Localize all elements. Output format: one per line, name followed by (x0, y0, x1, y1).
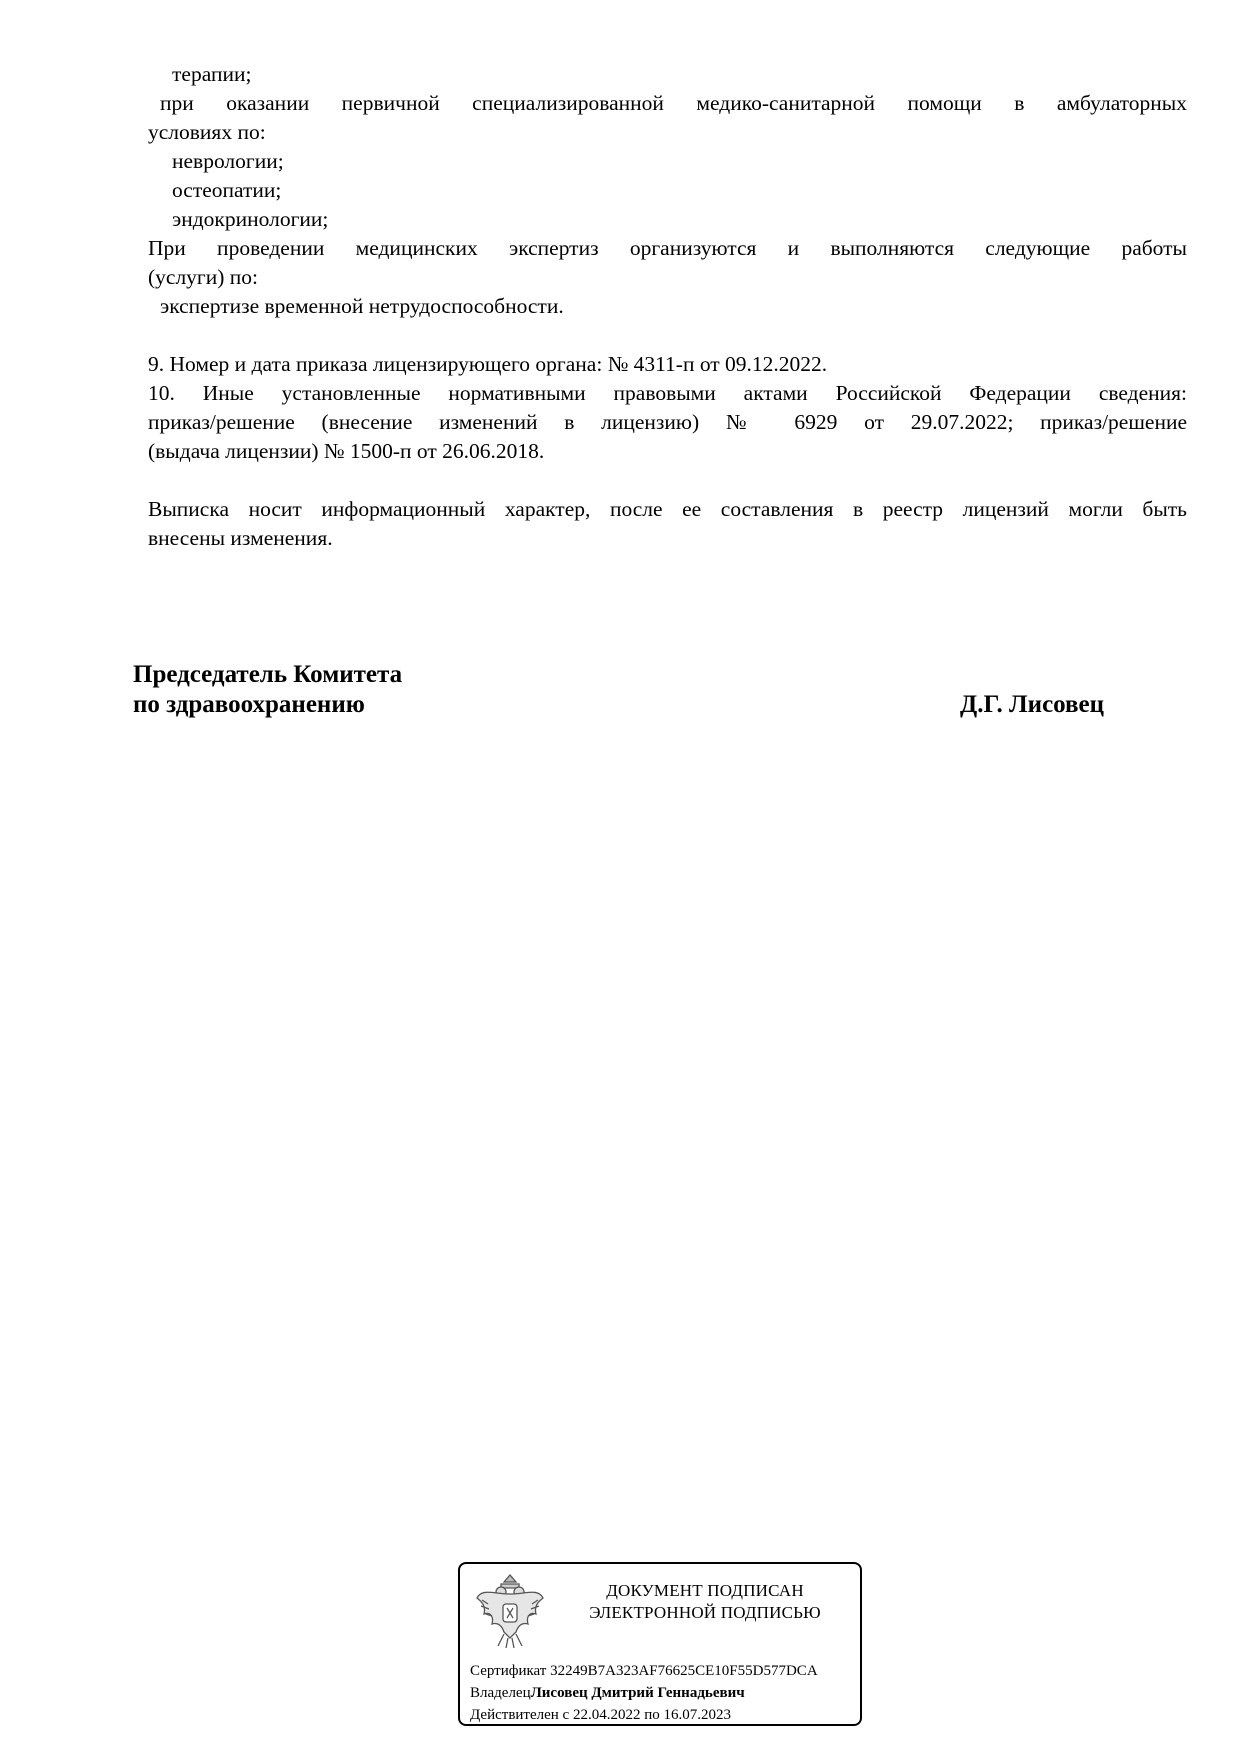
paragraph-disclaimer-line2: внесены изменения. (148, 526, 333, 550)
certificate-label: Сертификат (470, 1663, 547, 1679)
owner-label: Владелец (470, 1685, 531, 1701)
paragraph-outpatient-line2: условиях по: (148, 120, 266, 144)
paragraph-order-number: 9. Номер и дата приказа лицензирующего органа: № 4311-п от 09.12.2022. (148, 352, 828, 376)
list-item-therapy: терапии; (172, 62, 252, 86)
stamp-valid-row: Действителен с 22.04.2022 по 16.07.2023 (470, 1707, 731, 1723)
owner-value: Лисовец Дмитрий Геннадьевич (530, 1685, 745, 1701)
document-body (148, 60, 1187, 553)
paragraph-outpatient-line1: при оказании первичной специализированной медико-санитарной помощи в амбулаторных (160, 91, 1187, 115)
certificate-value: 32249B7A323AF76625CE10F55D577DCA (550, 1663, 818, 1679)
spacer (148, 321, 1187, 350)
signer-name: Д.Г. Лисовец (960, 691, 1105, 718)
paragraph-other-info-line1: 10. Иные установленные нормативными правовыми актами Российской Федерации сведения: (148, 381, 1187, 405)
stamp-header (560, 1580, 850, 1624)
list-item-temporary-disability: экспертизе временной нетрудоспособности. (160, 294, 564, 318)
paragraph-expertise-line1: При проведении медицинских экспертиз организуются и выполняются следующие работы (148, 236, 1187, 260)
signer-title-line1: Председатель Комитета (133, 661, 403, 688)
spacer (148, 466, 1187, 495)
stamp-owner-row (470, 1684, 745, 1703)
coat-of-arms-icon (474, 1572, 546, 1652)
list-item-endocrinology: эндокринологии; (172, 207, 329, 231)
signer-title-line2: по здравоохранению (133, 691, 365, 718)
paragraph-other-info-line3: (выдача лицензии) № 1500-п от 26.06.2018. (148, 439, 545, 463)
stamp-certificate-row (470, 1662, 818, 1681)
paragraph-expertise-line2: (услуги) по: (148, 265, 259, 289)
stamp-header-line1: ДОКУМЕНТ ПОДПИСАН (606, 1581, 804, 1600)
electronic-signature-stamp (458, 1562, 862, 1726)
paragraph-other-info-line2: приказ/решение (внесение изменений в лицензию) № 6929 от 29.07.2022; приказ/решение (148, 410, 1187, 434)
stamp-header-line2: ЭЛЕКТРОННОЙ ПОДПИСЬЮ (589, 1603, 821, 1622)
list-item-osteopathy: остеопатии; (172, 178, 282, 202)
paragraph-disclaimer-line1: Выписка носит информационный характер, после ее составления в реестр лицензий могли быть (148, 497, 1187, 521)
list-item-neurology: неврологии; (172, 149, 284, 173)
